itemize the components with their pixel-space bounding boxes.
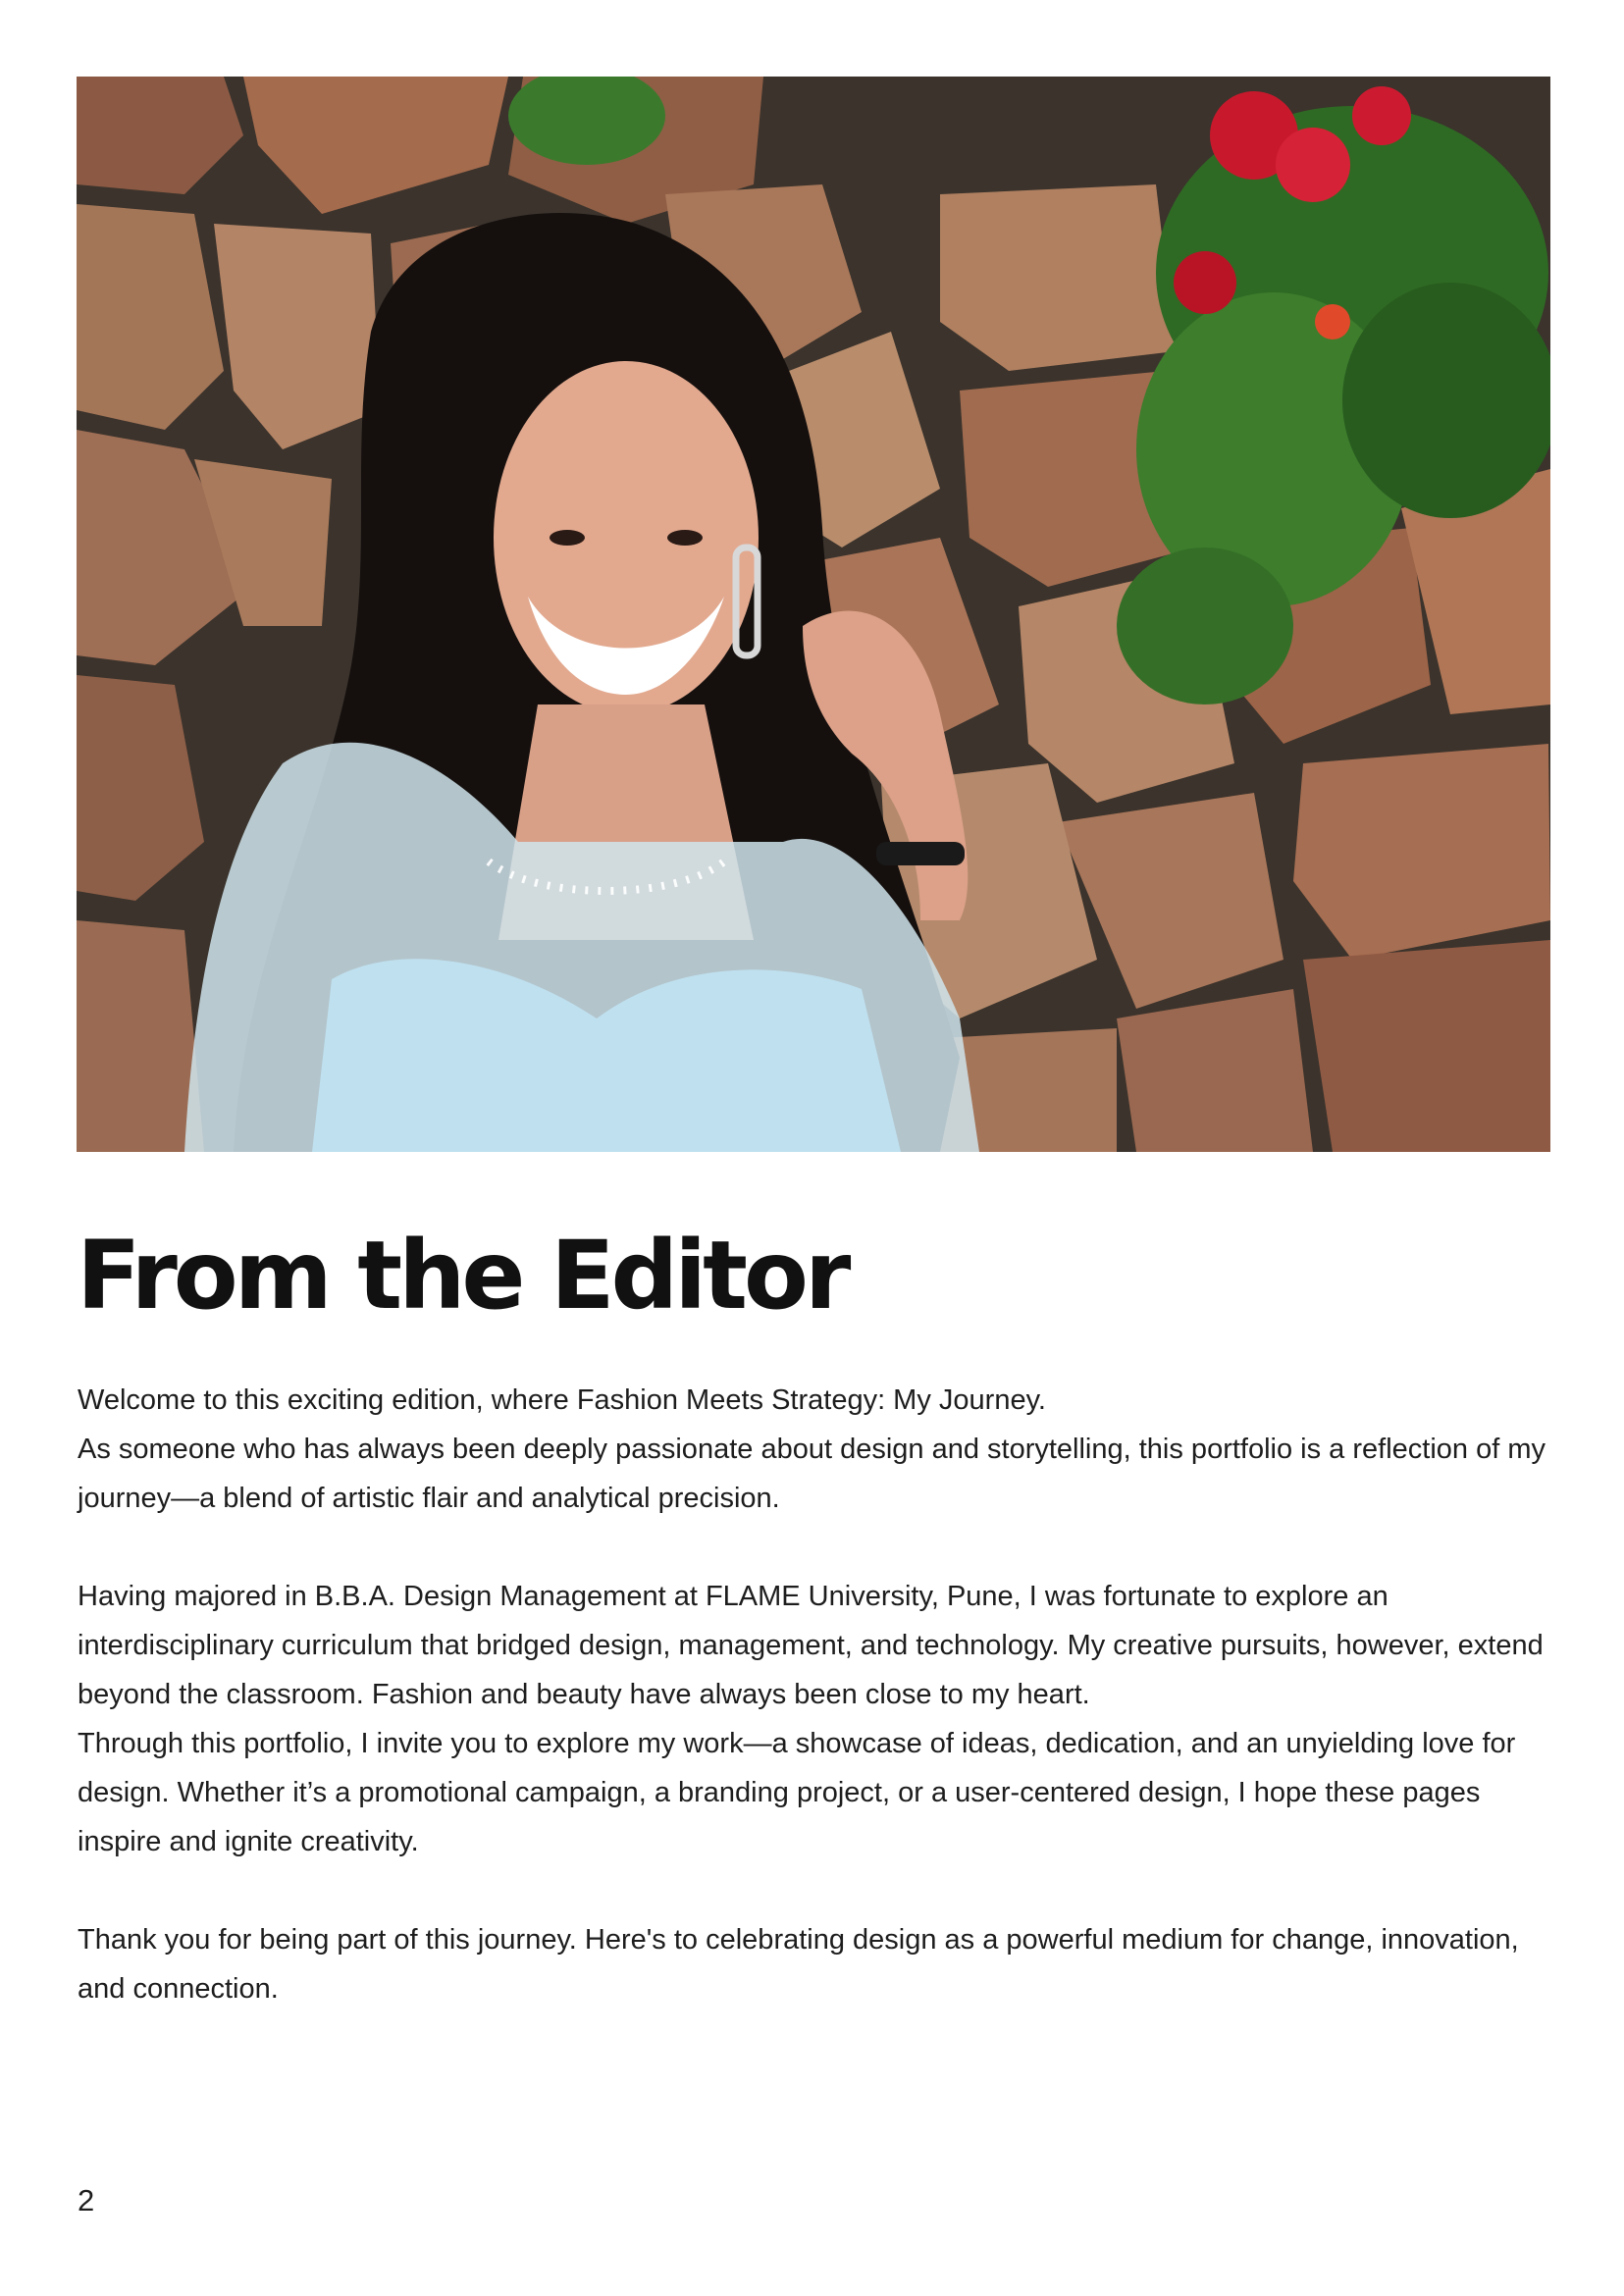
paragraph-welcome: Welcome to this exciting edition, where Fashion Meets Strategy: My Journey.: [78, 1384, 1046, 1416]
page-title: From the Editor: [77, 1221, 848, 1331]
paragraph-education: Having majored in B.B.A. Design Management at FLAME University, Pune, I was fortunate to explore an interdisciplinary curriculum that bridged design, management, and technology. My creative pursuits, however, extend beyond the classroom. Fashion and beauty have always been close to my heart.: [78, 1581, 1544, 1710]
paragraph-intro: As someone who has always been deeply passionate about design and storytelling, this portfolio is a reflection of my journey—a blend of artistic flair and analytical precision.: [78, 1434, 1545, 1514]
paragraph-thanks: Thank you for being part of this journey. Here's to celebrating design as a powerful medium for change, innovation, and connection.: [78, 1924, 1519, 2005]
editor-letter: [78, 1376, 1559, 2013]
editor-photo: [77, 77, 1550, 1152]
paragraph-invitation: Through this portfolio, I invite you to explore my work—a showcase of ideas, dedication, and an unyielding love for design. Whether it’s a promotional campaign, a branding project, or a user-centered design, I hope these pages inspire and ignite creativity.: [78, 1728, 1516, 1857]
page-number: 2: [78, 2183, 95, 2218]
